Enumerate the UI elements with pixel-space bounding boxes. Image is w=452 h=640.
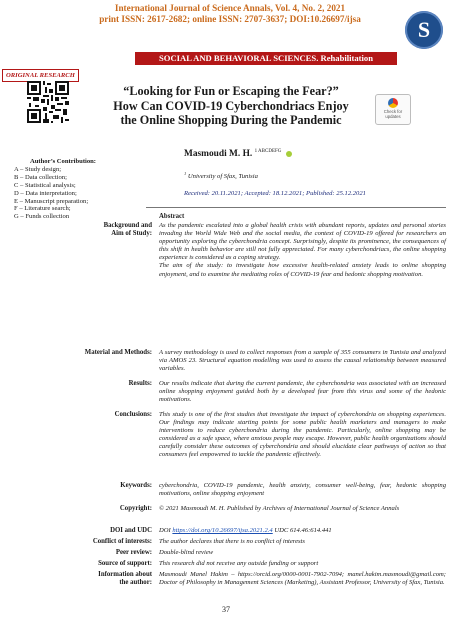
results-label: Results: [128, 380, 152, 387]
qr-code [27, 81, 69, 123]
keywords-text: cyberchondria, COVID-19 pandemic, health anxiety, consumer well-being, fear, hedonic shopping motivations, online shopping enjoyment [159, 482, 446, 498]
conflict-text: The author declares that there is no conflict of interests [159, 538, 305, 545]
crossmark-icon [388, 98, 398, 108]
title-line2: How Can COVID-19 Cyberchondriacs Enjoy [113, 98, 349, 113]
contribution-item: F – Literature search; [14, 205, 71, 213]
aim-paragraph: The aim of the study: to investigate how excessive health-related anxiety leads to online shopping enjoyment, and to examine the mediating roles of COVID-19 fear and hedonic shopping motivation. [159, 262, 446, 278]
author-info-label [14, 571, 152, 587]
author-marks: 1 ABCDEFG [254, 149, 282, 154]
contribution-item: C – Statistical analysis; [14, 181, 76, 189]
results-text: Our results indicate that during the current pandemic, the cyberchondria was associated with an increased online shopping enjoyment guided both by a developed fear from this virus and some of the hedonic motivations. [159, 380, 446, 404]
author-info-text: Masmoudi Manel Hakim – https://orcid.org/0000-0001-7902-7094; manel.hakim.masmoudi@gmail.com; Doctor of Philosophy in Management Sciences (Marketing), Assistant Professor, University of Sfax, Tunisia. [159, 571, 446, 587]
affiliation [184, 171, 258, 180]
page-number: 37 [222, 605, 230, 614]
methods-label: Material and Methods: [84, 349, 152, 356]
journal-header [60, 3, 400, 25]
support-text: This research did not receive any outside funding or support [159, 560, 319, 567]
background-label [14, 222, 152, 238]
doi-label: DOI and UDC [110, 527, 152, 534]
abstract-heading: Abstract [159, 213, 185, 220]
title-line1: “Looking for Fun or Escaping the Fear?” [123, 84, 339, 98]
conclusions-text: This study is one of the first studies that investigate the impact of cyberchondria on shopping experiences. Our findings may indicate starting points for some public health marketers and managers to make interventions to reduce cyberchondria during the pandemic. Particularly, online shopping may be considered as a safe space, where anxious people may escape. However, public health organizations should carefully consider these outcomes of cyberchondria and should elucidate clear pathways of action so that consumers feel empowered to tackle the pandemic effectively. [159, 411, 446, 459]
doi-prefix: DOI [159, 527, 171, 534]
contribution-item: A – Study design; [14, 165, 62, 173]
contribution-item: E – Manuscript preparation; [14, 197, 89, 205]
peer-review-text: Double-blind review [159, 549, 214, 556]
support-label: Source of support: [98, 560, 152, 567]
contribution-item: G – Funds collection [14, 213, 70, 221]
journal-header-line2: print ISSN: 2617-2682; online ISSN: 2707-3637; DOI:10.26697/ijsa [99, 14, 361, 24]
affiliation-number: 1 [184, 171, 187, 176]
journal-logo: S [405, 11, 443, 49]
peer-review-label: Peer review: [115, 549, 152, 556]
author-name: Masmoudi M. H. [184, 149, 253, 160]
author-name-line [184, 149, 292, 159]
author-contribution [14, 158, 134, 221]
author-info-label-line2: the author: [119, 579, 152, 587]
contribution-item: D – Data interpretation; [14, 189, 77, 197]
doi-link[interactable]: https://doi.org/10.26697/ijsa.2021.2.4 [172, 527, 273, 534]
background-label-line2: Aim of Study: [111, 230, 152, 238]
badge-line2: updates [385, 114, 401, 119]
title-line3: the Online Shopping During the Pandemic [120, 113, 342, 127]
background-paragraph: As the pandemic escalated into a global health crisis with abundant reports, updates and personal stories invading the World Wide Web and the social media, the context of COVID-19 offered for researchers an opportunity exploring the cyberchondria concept. Surprisingly, despite its prominence, the consequences of this shift in health behavior are still not fully appreciated. For many cyberchondriacs, the online shopping experience is considered as a coping strategy. [159, 222, 446, 262]
methods-text: A survey methodology is used to collect responses from a sample of 355 consumers in Tunisia and analyzed via AMOS 23. Structural equation modelling was used to assess the causal relationship between measured variables. [159, 349, 446, 373]
article-title [100, 84, 362, 128]
udc-code: UDC 614.46:614.441 [274, 527, 332, 534]
badge-line1: Check for [383, 109, 403, 114]
orcid-icon[interactable] [286, 151, 292, 157]
copyright-text: © 2021 Masmoudi M. H. Published by Archives of International Journal of Science Annals [159, 505, 400, 512]
conclusions-label: Conclusions: [114, 411, 152, 418]
section-banner: SOCIAL AND BEHAVIORAL SCIENCES. Rehabilitation [135, 52, 397, 65]
doi-text [159, 527, 446, 535]
background-label-line1: Background and [103, 222, 152, 229]
conflict-label: Conflict of interests: [92, 538, 152, 545]
article-type-label: ORIGINAL RESEARCH [2, 69, 79, 82]
publication-dates: Received: 20.11.2021; Accepted: 18.12.2021; Published: 25.12.2021 [184, 190, 366, 197]
check-for-updates-badge[interactable] [375, 94, 411, 125]
journal-header-line1: International Journal of Science Annals, Vol. 4, No. 2, 2021 [114, 3, 346, 13]
keywords-label: Keywords: [120, 482, 152, 489]
affiliation-text: University of Sfax, Tunisia [187, 173, 258, 181]
divider [146, 207, 446, 208]
copyright-label: Copyright: [119, 505, 152, 512]
contribution-item: B – Data collection; [14, 173, 67, 181]
author-info-label-line1: Information about [98, 571, 152, 578]
contribution-heading: Author’s Contribution: [30, 158, 97, 165]
background-text [159, 222, 446, 279]
